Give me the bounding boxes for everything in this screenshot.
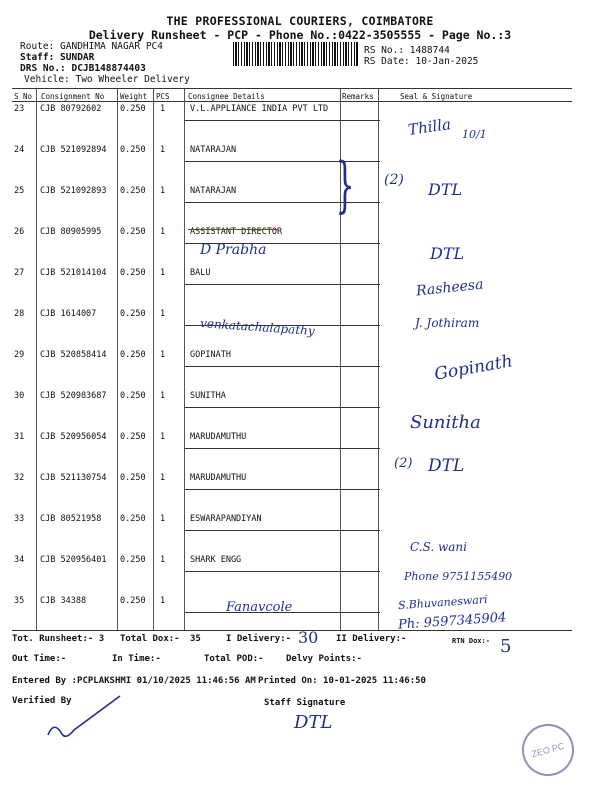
- verified-by: Verified By: [12, 696, 72, 706]
- row-consignee: BALU: [190, 268, 211, 278]
- col-divider: [117, 89, 118, 630]
- consignee-underline: [185, 571, 380, 572]
- col-divider: [184, 89, 185, 630]
- row-sno: 27: [14, 268, 25, 278]
- row-sno: 35: [14, 596, 25, 606]
- row-pcs: 1: [160, 514, 166, 524]
- row-consignee: NATARAJAN: [190, 186, 237, 196]
- row-sno: 26: [14, 227, 25, 237]
- name-35: Fanavcole: [226, 600, 293, 615]
- row-pcs: 1: [160, 350, 166, 360]
- row-weight: 0.250: [120, 391, 146, 401]
- row-consignment: CJB 80521958: [40, 514, 102, 524]
- total-dox-value: 35: [190, 634, 201, 644]
- row-consignee: MARUDAMUTHU: [190, 473, 247, 483]
- row-consignment: CJB 1614007: [40, 309, 97, 319]
- drs-number: DRS No.: DCJB148874403: [20, 63, 146, 74]
- col-pcs: PCS: [156, 92, 170, 101]
- row-consignee: ASSISTANT DIRECTOR: [190, 227, 283, 237]
- row-pcs: 1: [160, 227, 166, 237]
- row-weight: 0.250: [120, 432, 146, 442]
- signature-33: C.S. wani: [410, 540, 467, 554]
- col-weight: Weight: [120, 92, 148, 101]
- row-sno: 32: [14, 473, 25, 483]
- col-remarks: Remarks: [342, 92, 374, 101]
- row-consignee: SUNITHA: [190, 391, 226, 401]
- row-sno: 30: [14, 391, 25, 401]
- row-pcs: 1: [160, 391, 166, 401]
- row-weight: 0.250: [120, 186, 146, 196]
- bracket-24-26: }: [335, 150, 355, 220]
- date-23: 10/1: [462, 128, 487, 141]
- row-sno: 25: [14, 186, 25, 196]
- row-consignee: NATARAJAN: [190, 145, 237, 155]
- row-consignee: MARUDAMUTHU: [190, 432, 247, 442]
- row-sno: 31: [14, 432, 25, 442]
- total-pod: Total POD:-: [204, 654, 264, 664]
- row-consignment: CJB 520956401: [40, 555, 107, 565]
- signature-30: Sunitha: [410, 412, 481, 433]
- tot-runsheet: Tot. Runsheet:- 3: [12, 634, 105, 644]
- col-divider: [378, 89, 379, 630]
- signature-34: Phone 9751155490: [404, 570, 513, 583]
- strike-26: [188, 229, 278, 230]
- table-bottom-line: [12, 630, 572, 631]
- row-sno: 24: [14, 145, 25, 155]
- consignee-underline: [185, 489, 380, 490]
- rs-number: RS No.: 1488744: [364, 45, 450, 56]
- row-consignee: SHARK ENGG: [190, 555, 242, 565]
- row-weight: 0.250: [120, 104, 146, 114]
- in-time: In Time:-: [112, 654, 161, 664]
- rtn-dox-label: RTN Dox:-: [452, 637, 490, 645]
- row-consignment: CJB 80905995: [40, 227, 102, 237]
- row-pcs: 1: [160, 309, 166, 319]
- phone-35: Ph: 9597345904: [397, 610, 507, 633]
- consignee-underline: [185, 448, 380, 449]
- count-32: (2): [394, 456, 413, 471]
- row-consignment: CJB 520956054: [40, 432, 107, 442]
- rs-date: RS Date: 10-Jan-2025: [364, 56, 479, 67]
- row-consignee: V.L.APPLIANCE INDIA PVT LTD: [190, 104, 329, 114]
- row-consignment: CJB 521130754: [40, 473, 107, 483]
- entered-by: Entered By :PCPLAKSHMI 01/10/2025 11:46:56 AM: [12, 676, 256, 686]
- row-sno: 28: [14, 309, 25, 319]
- signature-27: Rasheesa: [415, 276, 485, 300]
- total-dox-label: Total Dox:-: [120, 634, 180, 644]
- col-consignee: Consignee Details: [188, 92, 265, 101]
- staff: Staff: SUNDAR: [20, 52, 95, 63]
- company-name: THE PROFESSIONAL COURIERS, COIMBATORE: [166, 14, 434, 28]
- barcode: [233, 42, 358, 66]
- signature-25: DTL: [428, 180, 463, 199]
- signature-35: S.Bhuvaneswari: [397, 592, 489, 613]
- i-delivery-value: 30: [298, 628, 319, 647]
- col-divider: [36, 89, 37, 630]
- name-26: D Prabha: [200, 242, 267, 258]
- row-pcs: 1: [160, 145, 166, 155]
- row-weight: 0.250: [120, 596, 146, 606]
- staff-signature: Staff Signature: [264, 698, 346, 708]
- row-sno: 23: [14, 104, 25, 114]
- row-consignment: CJB 520983687: [40, 391, 107, 401]
- row-weight: 0.250: [120, 268, 146, 278]
- col-sno: S No: [14, 92, 33, 101]
- delivery-points: Delvy Points:-: [286, 654, 362, 664]
- office-stamp: ZEO PC: [516, 718, 580, 782]
- row-pcs: 1: [160, 186, 166, 196]
- row-consignment: CJB 521092894: [40, 145, 107, 155]
- vehicle: Vehicle: Two Wheeler Delivery: [24, 74, 190, 85]
- row-consignment: CJB 521092893: [40, 186, 107, 196]
- row-pcs: 1: [160, 555, 166, 565]
- row-sno: 33: [14, 514, 25, 524]
- col-divider: [153, 89, 154, 630]
- count-25: (2): [384, 172, 404, 188]
- row-consignee: GOPINATH: [190, 350, 231, 360]
- row-pcs: 1: [160, 104, 166, 114]
- consignee-underline: [185, 366, 380, 367]
- signature-32: DTL: [428, 456, 465, 476]
- signature-26: DTL: [430, 244, 465, 263]
- row-pcs: 1: [160, 473, 166, 483]
- consignee-underline: [185, 120, 380, 121]
- row-pcs: 1: [160, 596, 166, 606]
- col-seal-signature: Seal & Signature: [400, 92, 473, 101]
- row-consignment: CJB 80792602: [40, 104, 102, 114]
- row-consignment: CJB 520858414: [40, 350, 107, 360]
- consignee-underline: [185, 284, 380, 285]
- signature-29: Gopinath: [432, 351, 515, 385]
- row-weight: 0.250: [120, 227, 146, 237]
- verified-signature-icon: [40, 690, 130, 750]
- row-weight: 0.250: [120, 309, 146, 319]
- consignee-underline: [185, 407, 380, 408]
- row-weight: 0.250: [120, 145, 146, 155]
- rtn-dox-value: 5: [500, 636, 512, 657]
- row-consignment: CJB 521014104: [40, 268, 107, 278]
- table-top-line: [12, 88, 572, 89]
- out-time: Out Time:-: [12, 654, 67, 664]
- row-pcs: 1: [160, 268, 166, 278]
- route: Route: GANDHIMA NAGAR PC4: [20, 41, 163, 52]
- row-consignment: CJB 34388: [40, 596, 87, 606]
- row-sno: 29: [14, 350, 25, 360]
- row-sno: 34: [14, 555, 25, 565]
- runsheet-title: Delivery Runsheet - PCP - Phone No.:0422-3505555 - Page No.:3: [88, 28, 512, 42]
- row-pcs: 1: [160, 432, 166, 442]
- signature-28: J. Jothiram: [415, 316, 480, 330]
- consignee-underline: [185, 530, 380, 531]
- printed-on: Printed On: 10-01-2025 11:46:50: [258, 676, 426, 686]
- row-weight: 0.250: [120, 350, 146, 360]
- row-consignee: ESWARAPANDIYAN: [190, 514, 262, 524]
- col-consignment: Consignment No: [41, 92, 105, 101]
- header-bottom-line: [12, 101, 572, 102]
- row-weight: 0.250: [120, 514, 146, 524]
- staff-signature-mark: DTL: [294, 712, 333, 733]
- signature-23: Thilla: [406, 115, 453, 139]
- row-weight: 0.250: [120, 555, 146, 565]
- i-delivery-label: I Delivery:-: [226, 634, 292, 644]
- name-28: venkatachalapathy: [199, 316, 316, 338]
- ii-delivery-label: II Delivery:-: [336, 634, 407, 644]
- row-weight: 0.250: [120, 473, 146, 483]
